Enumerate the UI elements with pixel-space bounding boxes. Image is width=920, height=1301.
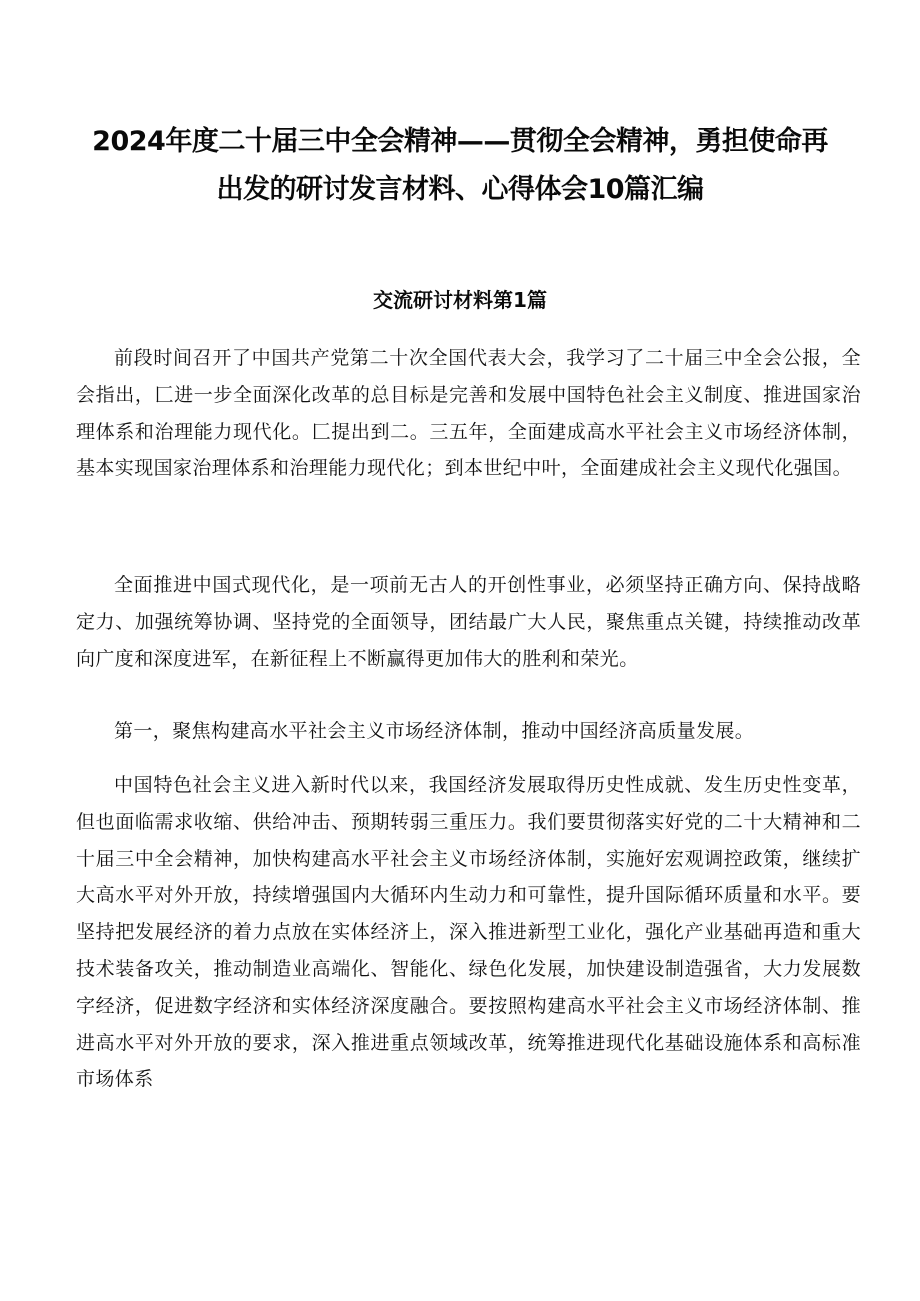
- paragraph-4: 中国特色社会主义进入新时代以来，我国经济发展取得历史性成就、发生历史性变革，但也面临需求收缩、供给冲击、预期转弱三重压力。我们要贯彻落实好党的二十大精神和二十届三中全会精神，加快构建高水平社会主义市场经济体制，实施好宏观调控政策，继续扩大高水平对外开放，持续增强国内大循环内生动力和可靠性，提升国际循环质量和水平。要坚持把发展经济的着力点放在实体经济上，深入推进新型工业化，强化产业基础再造和重大技术装备攻关，推动制造业高端化、智能化、绿色化发展，加快建设制造强省，大力发展数字经济，促进数字经济和实体经济深度融合。要按照构建高水平社会主义市场经济体制、推进高水平对外开放的要求，深入推进重点领域改革，统筹推进现代化基础设施体系和高标准市场体系: [76, 774, 861, 1091]
- paragraph-3: 第一，聚焦构建高水平社会主义市场经济体制，推动中国经济高质量发展。: [114, 720, 755, 742]
- paragraph-2: 全面推进中国式现代化，是一项前无古人的开创性事业，必须坚持正确方向、保持战略定力、加强统筹协调、坚持党的全面领导，团结最广大人民，聚焦重点关键，持续推动改革向广度和深度进军，在新征程上不断赢得更加伟大的胜利和荣光。: [76, 574, 861, 670]
- paragraph-1: 前段时间召开了中国共产党第二十次全国代表大会，我学习了二十届三中全会公报，全会指出，匚进一步全面深化改革的总目标是完善和发展中国特色社会主义制度、推进国家治理体系和治理能力现代化。匚提出到二。三五年，全面建成高水平社会主义市场经济体制，基本实现国家治理体系和治理能力现代化；到本世纪中叶，全面建成社会主义现代化强国。: [76, 347, 861, 480]
- document-title: 2024年度二十届三中全会精神——贯彻全会精神，勇担使命再出发的研讨发言材料、心得体会10篇汇编: [92, 126, 828, 205]
- section-title: 交流研讨材料第1篇: [373, 288, 547, 312]
